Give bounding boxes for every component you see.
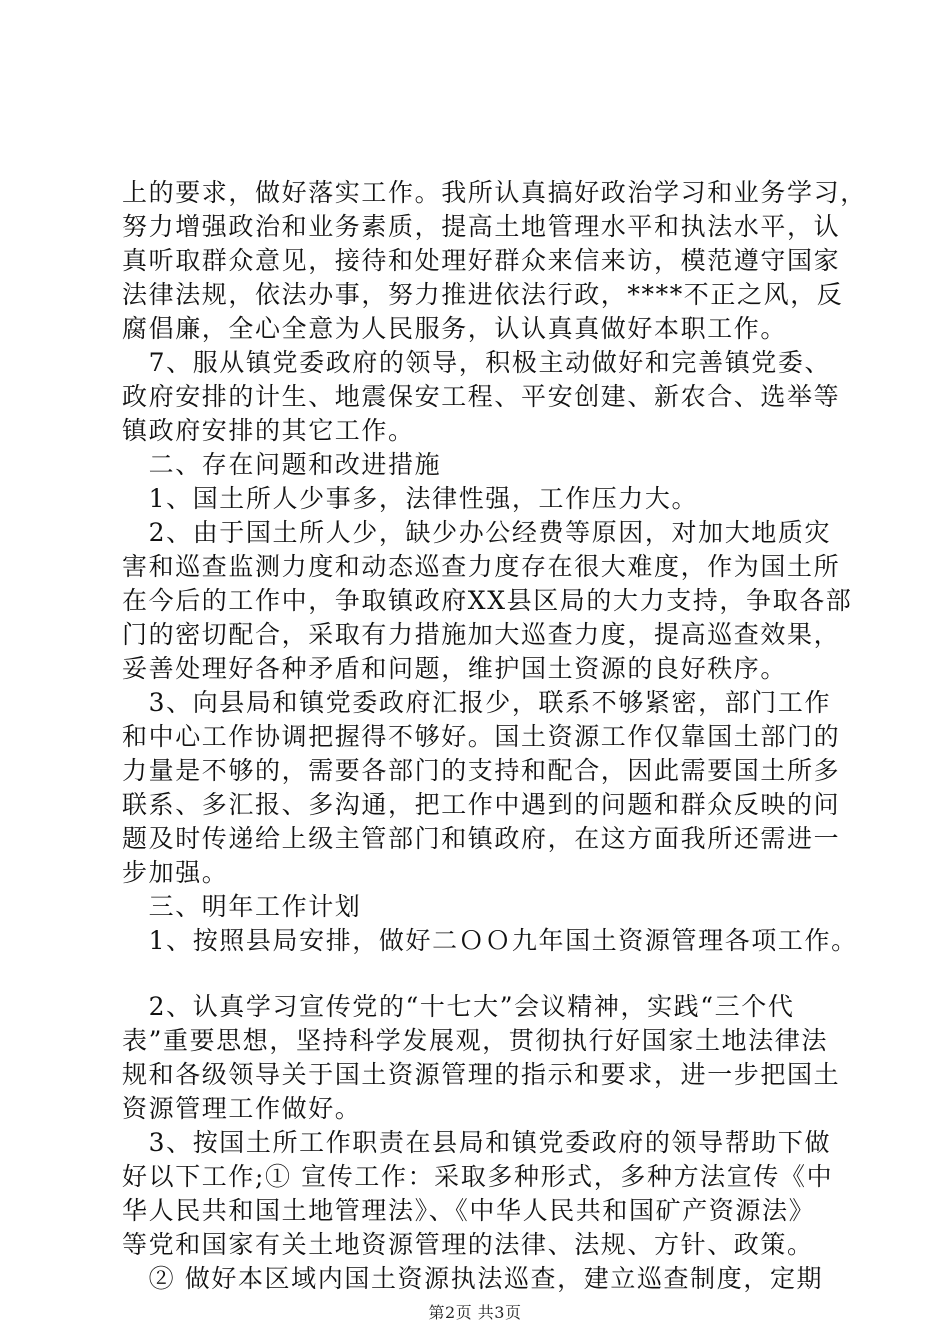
text-line: 等党和国家有关土地资源管理的法律、法规、方针、政策。 xyxy=(122,1230,814,1259)
text-line: 和中心工作协调把握得不够好。国土资源工作仅靠国土部门的 xyxy=(122,722,841,751)
text-line: 害和巡查监测力度和动态巡查力度存在很大难度，作为国土所 xyxy=(122,552,841,581)
text-line: 资源管理工作做好。 xyxy=(122,1094,362,1123)
text-line: 3、按国土所工作职责在县局和镇党委政府的领导帮助下做 xyxy=(122,1128,832,1157)
text-line: 镇政府安排的其它工作。 xyxy=(122,416,415,445)
text-line: 好以下工作;① 宣传工作：采取多种形式，多种方法宣传《中 xyxy=(122,1162,834,1191)
text-line: 妥善处理好各种矛盾和问题，维护国土资源的良好秩序。 xyxy=(122,654,788,683)
text-line: 法律法规，依法办事，努力推进依法行政，****不正之风，反 xyxy=(122,280,844,309)
text-line: 力量是不够的，需要各部门的支持和配合，因此需要国土所多 xyxy=(122,756,841,785)
text-line: 题及时传递给上级主管部门和镇政府，在这方面我所还需进一 xyxy=(122,824,841,853)
text-line: 真听取群众意见，接待和处理好群众来信来访，模范遵守国家 xyxy=(122,246,841,275)
text-line: 腐倡廉，全心全意为人民服务，认认真真做好本职工作。 xyxy=(122,314,788,343)
text-line: 规和各级领导关于国土资源管理的指示和要求，进一步把国土 xyxy=(122,1060,841,1089)
text-line: 步加强。 xyxy=(122,858,229,887)
text-line: 1、按照县局安排，做好二ＯＯ九年国土资源管理各项工作。 xyxy=(122,926,858,955)
page-footer: 第2页 共3页 xyxy=(428,1303,522,1322)
text-line: 上的要求，做好落实工作。我所认真搞好政治学习和业务学习， xyxy=(122,178,867,207)
text-line: 在今后的工作中，争取镇政府XX县区局的大力支持，争取各部 xyxy=(122,586,853,615)
text-line: 3、向县局和镇党委政府汇报少，联系不够紧密，部门工作 xyxy=(122,688,832,717)
text-line: 1、国土所人少事多，法律性强，工作压力大。 xyxy=(122,484,699,513)
text-line: 华人民共和国土地管理法》、《中华人民共和国矿产资源法》 xyxy=(122,1196,816,1225)
text-line: 联系、多汇报、多沟通，把工作中遇到的问题和群众反映的问 xyxy=(122,790,841,819)
text-line: 表”重要思想，坚持科学发展观，贯彻执行好国家土地法律法 xyxy=(122,1026,828,1055)
text-line: 7、服从镇党委政府的领导，积极主动做好和完善镇党委、 xyxy=(122,348,832,377)
section-heading: 三、明年工作计划 xyxy=(122,892,362,921)
text-line: 政府安排的计生、地震保安工程、平安创建、新农合、选举等 xyxy=(122,382,841,411)
text-line: ② 做好本区域内国土资源执法巡查，建立巡查制度，定期 xyxy=(122,1264,824,1293)
text-line: 门的密切配合，采取有力措施加大巡查力度，提高巡查效果， xyxy=(122,620,841,649)
section-heading: 二、存在问题和改进措施 xyxy=(122,450,442,479)
text-line: 努力增强政治和业务素质，提高土地管理水平和执法水平，认 xyxy=(122,212,841,241)
text-line: 2、认真学习宣传党的“十七大”会议精神，实践“三个代 xyxy=(122,992,795,1021)
text-line: 2、由于国土所人少，缺少办公经费等原因，对加大地质灾 xyxy=(122,518,832,547)
